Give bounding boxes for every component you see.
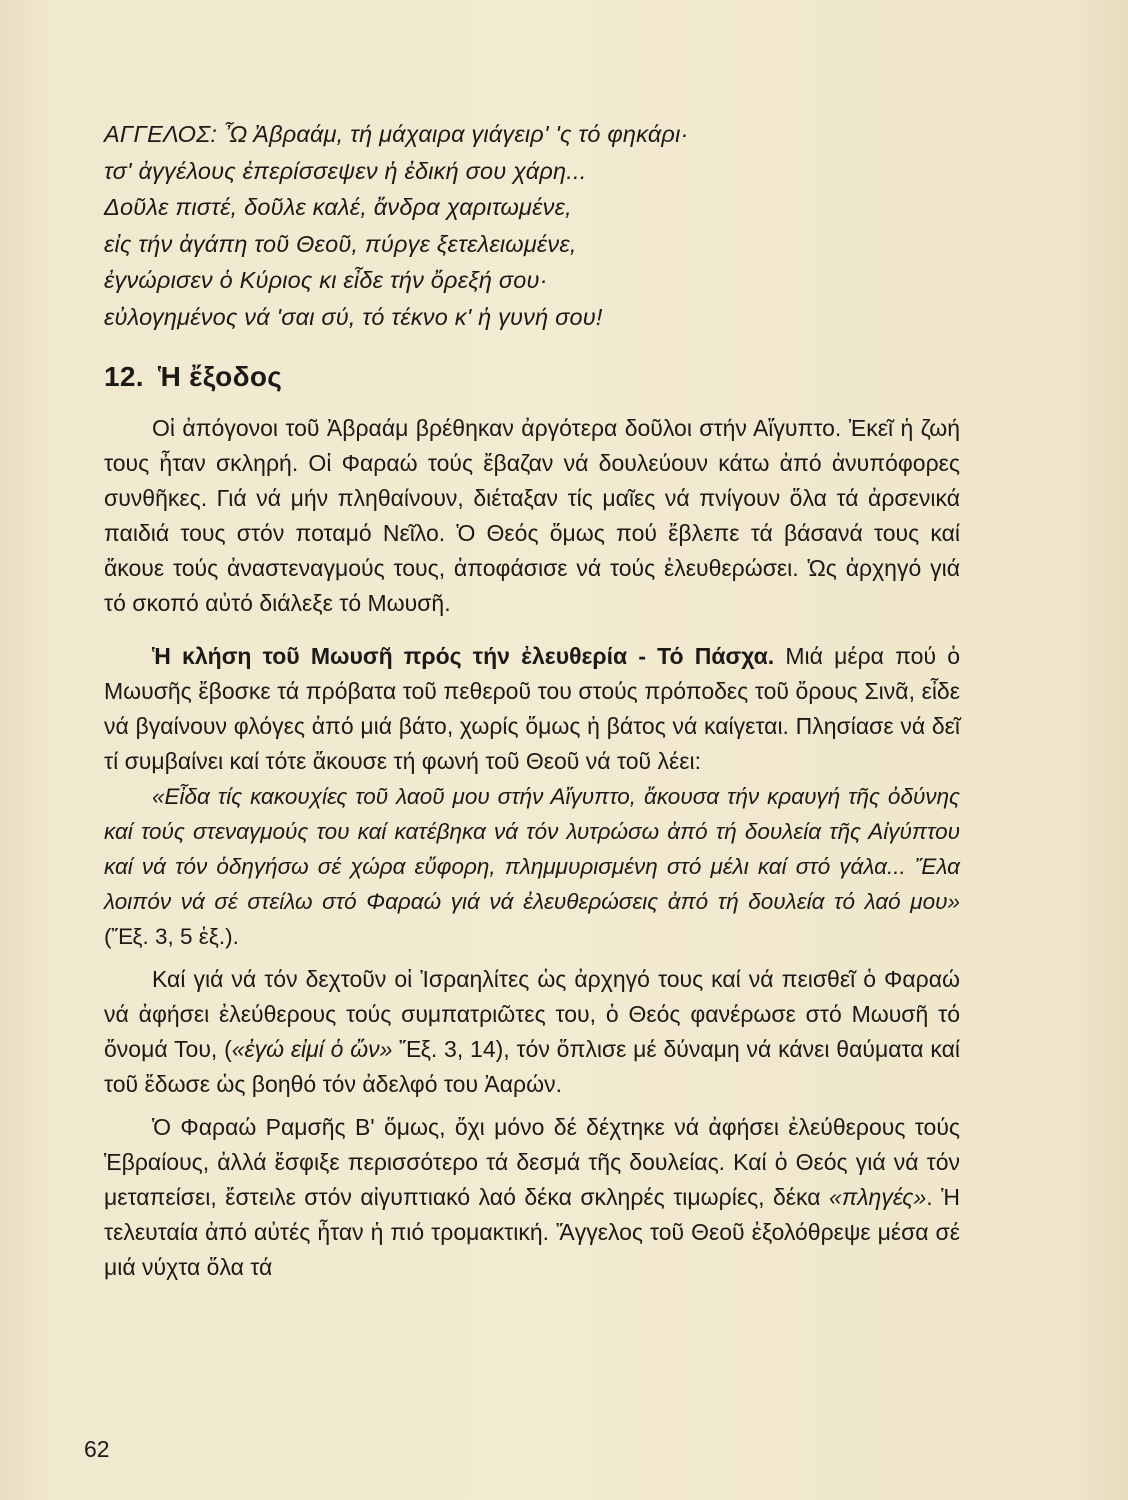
verse-line: τσ' ἀγγέλους ἐπερίσσεψεν ἡ ἐδική σου χάρη... (104, 157, 587, 184)
quote-text: «Εἶδα τίς κακουχίες τοῦ λαοῦ μου στήν Αἴγυπτο, ἄκουσα τήν κραυγή τῆς ὀδύνης καί τούς στεναγμούς του καί κατέβηκα νά τόν λυτρώσω ἀπό τή δουλεία τῆς Αἰγύπτου καί νά τόν ὁδηγήσω σέ χώρα εὔφορη, πλημμυρισμένη στό μέλι καί στό γάλα... Ἔλα λοιπόν νά σέ στείλω στό Φαραώ γιά νά ἐλευθερώσεις ἀπό τή δουλεία τό λαό μου» (104, 784, 960, 914)
paragraph-text: Ὁ Φαραώ Ραμσῆς Β' ὅμως, ὄχι μόνο δέ δέχτηκε νά ἀφήσει ἐλεύθερους τούς Ἑβραίους, ἀλλά ἔσφιξε περισσότερο τά δεσμά τῆς δουλείας. Καί ὁ Θεός γιά νά τόν μεταπείσει, ἔστειλε στόν αἰγυπτιακό λαό δέκα σκληρές τιμωρίες, δέκα (104, 1114, 960, 1210)
paragraph-exodus-intro: Οἱ ἀπόγονοι τοῦ Ἀβραάμ βρέθηκαν ἀργότερα δοῦλοι στήν Αἴγυπτο. Ἐκεῖ ἡ ζωή τους ἦταν σκληρή. Οἱ Φαραώ τούς ἔβαζαν νά δουλεύουν κάτω ἀπό ἀνυπόφορες συνθῆκες. Γιά νά μήν πληθαίνουν, διέταξαν τίς μαῖες νά πνίγουν ὅλα τά ἀρσενικά παιδιά τους στόν ποταμό Νεῖλο. Ὁ Θεός ὅμως πού ἔβλεπε τά βάσανά τους καί ἄκουε τούς ἀναστεναγμούς τους, ἀποφάσισε νά τούς ἐλευθερώσει. Ὡς ἀρχηγό γιά τό σκοπό αὐτό διάλεξε τό Μωυσῆ. (104, 415, 960, 616)
verse-line: ΑΓΓΕΛΟΣ: Ὦ Ἀβραάμ, τή μάχαιρα γιάγειρ' 'ς τό φηκάρι· (104, 121, 689, 147)
verse-line: Δοῦλε πιστέ, δοῦλε καλέ, ἄνδρα χαριτωμένε, (104, 194, 572, 220)
quote-reference: (Ἔξ. 3, 5 ἑξ.). (104, 924, 239, 949)
paragraph-divine-name (96, 962, 960, 1102)
paragraph-text: Μιά μέρα πού ὁ Μωυσῆς ἔβοσκε τά πρόβατα τοῦ πεθεροῦ του στούς πρόποδες τοῦ ὄρους Σινᾶ, εἶδε νά βγαίνουν φλόγες ἀπό μιά βάτο, χωρίς ὅμως ἡ βάτος νά καίγεται. Πλησίασε νά δεῖ τί συμβαίνει καί τότε ἄκουσε τή φωνή τοῦ Θεοῦ νά τοῦ λέει: (104, 643, 960, 774)
spacer (96, 1102, 960, 1110)
section-title: Ἡ ἔξοδος (157, 361, 283, 392)
paragraph-text: Ἔξ. 3, 14), τόν ὅπλισε μέ δύναμη νά κάνει θαύματα καί τοῦ ἔδωσε ὡς βοηθό τόν ἀδελφό του Ἀαρών. (104, 1036, 960, 1097)
verse-line: ἐγνώρισεν ὁ Κύριος κι εἶδε τήν ὄρεξή σου· (104, 267, 548, 293)
section-heading (104, 361, 960, 393)
italic-phrase: «ἐγώ εἰμί ὁ ὤν» (231, 1036, 393, 1062)
page-number: 62 (84, 1436, 110, 1462)
spacer (96, 954, 960, 962)
page-content (96, 116, 960, 1285)
paragraph-calling-of-moses (96, 639, 960, 779)
verse-line: εἰς τήν ἀγάπη τοῦ Θεοῦ, πύργε ξετελειωμένε, (104, 230, 577, 257)
section-number: 12. (104, 361, 144, 392)
paragraph-text: Καί γιά νά τόν δεχτοῦν οἱ Ἰσραηλίτες ὡς ἀρχηγό τους καί νά πεισθεῖ ὁ Φαραώ νά ἀφήσει ἐλεύθερους τούς συμπατριῶτες του, ὁ Θεός φανέρωσε στό Μωυσῆ τό ὄνομά Του, ( (104, 966, 960, 1062)
paragraph-text: . Ἡ τελευταία ἀπό αὐτές ἦταν ἡ πιό τρομακτική. Ἄγγελος τοῦ Θεοῦ ἐξολόθρεψε μέσα σέ μιά νύχτα ὅλα τά (104, 1184, 960, 1280)
subsection-heading: Ἡ κλήση τοῦ Μωυσῆ πρός τήν ἐλευθερία - Τό Πάσχα. (152, 643, 775, 669)
verse-block (96, 116, 960, 335)
italic-phrase: «πληγές» (829, 1184, 927, 1210)
verse-line: εὐλογημένος νά 'σαι σύ, τό τέκνο κ' ἡ γυνή σου! (104, 303, 603, 330)
spacer (96, 621, 960, 639)
paragraph-pharaoh-plagues (96, 1110, 960, 1285)
scripture-quote (96, 779, 960, 954)
